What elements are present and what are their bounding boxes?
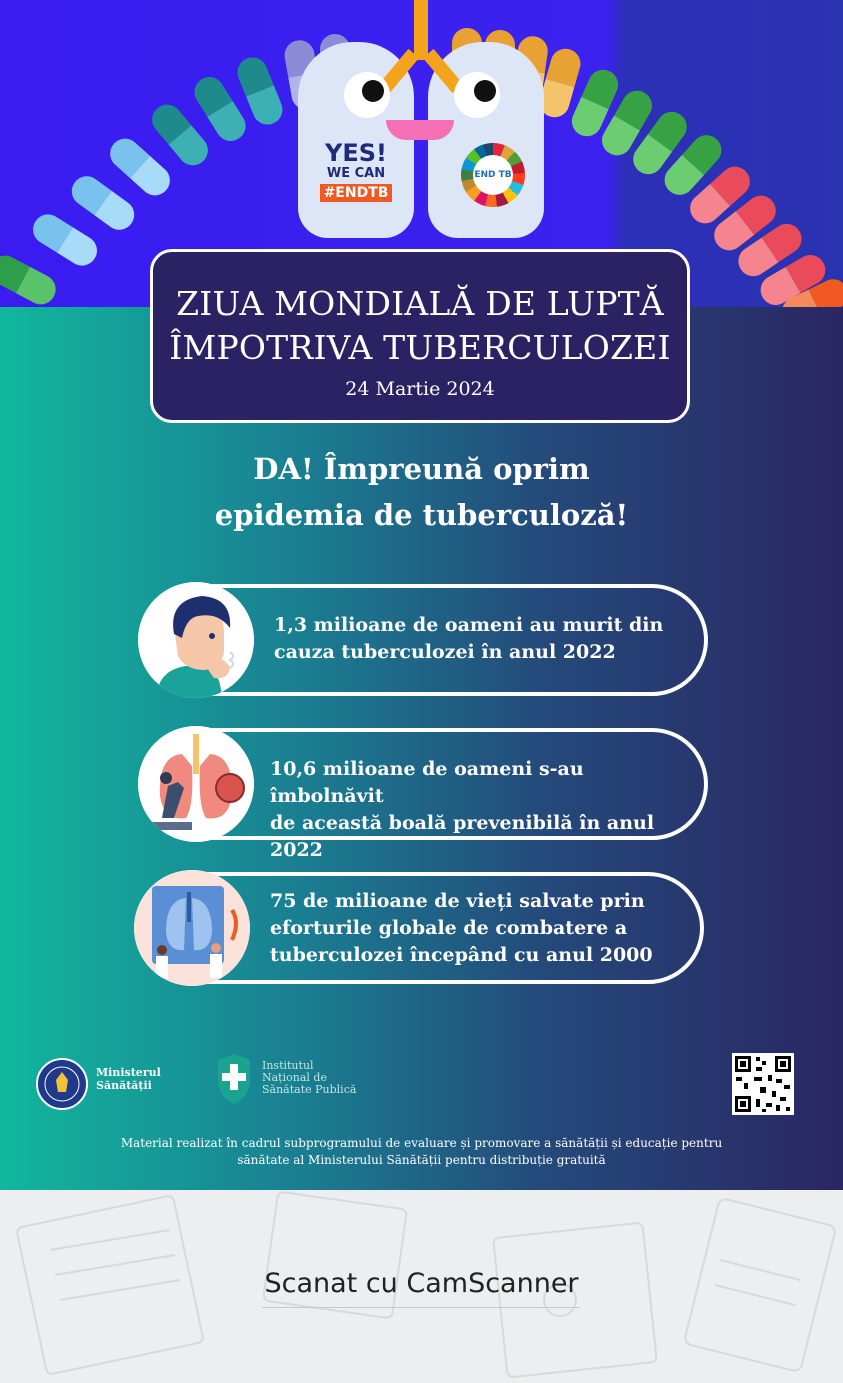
stat-line: 10,6 milioane de oameni s-au îmbolnăvit: [270, 758, 584, 807]
inpsp-shield-icon: [216, 1054, 252, 1104]
lungs-microscope-icon: [138, 726, 254, 842]
slogan: [0, 446, 843, 538]
institute-name-line3: Sănătate Publică: [262, 1083, 357, 1096]
footer-note-line2: sănătate al Ministerului Sănătății pentru distribuție gratuită: [237, 1153, 606, 1167]
sdg-badge-label: END TB: [473, 155, 513, 195]
badge-hashtag: #ENDTB: [320, 184, 393, 202]
pill-icon: [27, 209, 102, 272]
ministry-logo: [36, 1058, 176, 1110]
coughing-person-icon: [138, 582, 254, 698]
event-date: 24 Martie 2024: [345, 378, 495, 400]
page-title: [153, 282, 687, 370]
stat-line: eforturile globale de combatere a: [270, 917, 628, 939]
stat-line: cauza tuberculozei în anul 2022: [274, 641, 616, 663]
title-box: [150, 249, 690, 423]
badge-line1: YES!: [324, 139, 387, 167]
stat-line: de această boală prevenibilă în anul 2022: [270, 812, 655, 861]
institute-name-line1: Institutul: [262, 1059, 314, 1072]
stat-line: tuberculozei începând cu anul 2000: [270, 944, 653, 966]
stat-card: [140, 584, 708, 696]
end-tb-sdg-icon: [461, 143, 525, 207]
government-seal-icon: [36, 1058, 88, 1110]
footer-note: [100, 1135, 743, 1169]
stat-line: 1,3 milioane de oameni au murit din: [274, 614, 664, 636]
ministry-name-line2: Sănătății: [96, 1079, 152, 1092]
pill-icon: [104, 132, 176, 201]
stat-card: [136, 872, 704, 984]
qr-code: [732, 1053, 794, 1115]
camscanner-label: Scanat cu CamScanner: [264, 1268, 579, 1299]
divider: [262, 1307, 580, 1308]
pill-icon: [66, 170, 140, 235]
slogan-line2: epidemia de tuberculoză!: [214, 498, 629, 532]
badge-line2: WE CAN: [326, 166, 386, 181]
institute-name-line2: Național de: [262, 1071, 327, 1084]
footer-note-line1: Material realizat în cadrul subprogramului de evaluare și promovare a sănătății și educație pentru: [120, 1136, 723, 1150]
pill-icon: [0, 250, 61, 307]
slogan-line1: DA! Împreună oprim: [253, 452, 590, 486]
title-line1: ZIUA MONDIALĂ DE LUPTĂ: [176, 284, 664, 323]
ministry-name-line1: Ministerul: [96, 1066, 161, 1079]
title-line2: ÎMPOTRIVA TUBERCULOZEI: [169, 328, 671, 367]
stat-line: 75 de milioane de vieți salvate prin: [270, 890, 645, 912]
stat-card: [140, 728, 708, 861]
institute-logo: [216, 1054, 376, 1108]
yes-we-can-badge: [312, 140, 400, 202]
lung-xray-doctors-icon: [134, 870, 250, 986]
